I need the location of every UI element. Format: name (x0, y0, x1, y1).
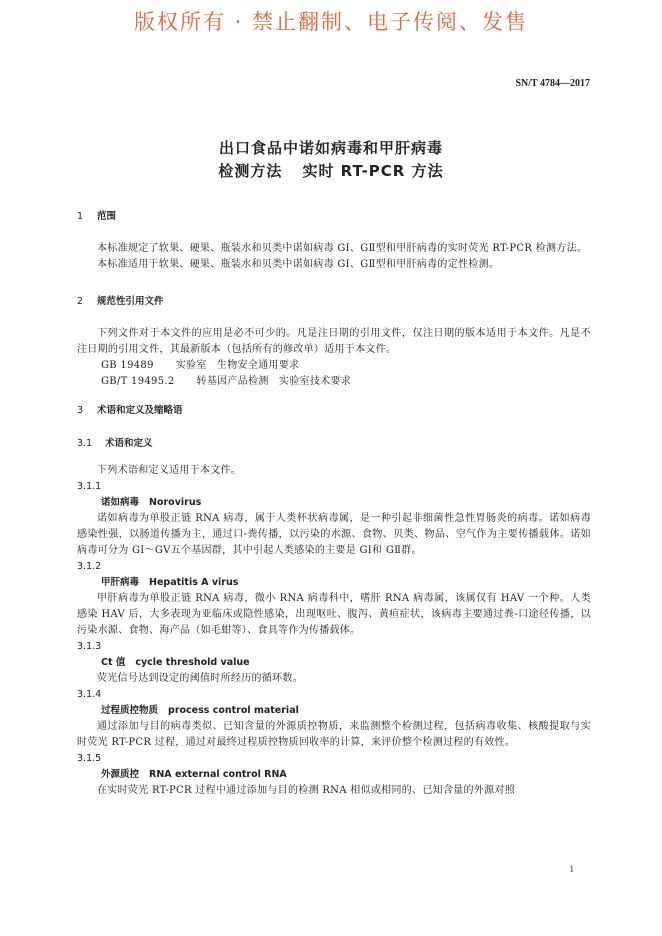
term-definition: 荧光信号达到设定的阈值时所经历的循环数。 (97, 673, 303, 684)
title-method-name: 实时 RT-PCR 方法 (302, 162, 444, 180)
term-definition: 诺如病毒为单股正链 RNA 病毒，属于人类杯状病毒属，是一种引起非细菌性急性胃肠炎的病毒。诺如病毒感染性强，以肠道传播为主，通过口-粪传播，以污染的水源、食物、贝类、物品、空气作为主要传播载体。诺如病毒可分为 GⅠ～GⅤ五个基因群，其中引起人类感染的主要是 GⅠ和 GⅡ群。 (77, 513, 591, 556)
document-body (77, 210, 591, 799)
section-1-heading (77, 210, 591, 224)
term-number: 3.1.4 (77, 689, 102, 700)
term-definition: 通过添加与目的病毒类似、已知含量的外源质控物质，来监测整个检测过程，包括病毒收集、核酸提取与实时荧光 RT-PCR 过程，通过对最终过程质控物质回收率的计算，来评价整个检测过程的有效性。 (77, 721, 591, 748)
page-number: 1 (569, 864, 574, 874)
subsection-number: 3.1 (77, 438, 93, 449)
reference-code: GB/T 19495.2 (101, 376, 175, 387)
term-heading (77, 703, 591, 719)
term-en: RNA external control RNA (149, 769, 287, 780)
term-number: 3.1.2 (77, 561, 102, 572)
section-title: 规范性引用文件 (97, 296, 164, 307)
section-2-paragraph: 下列文件对于本文件的应用是必不可少的。凡是注日期的引用文件，仅注日期的版本适用于本文件。凡是不注日期的引用文件，其最新版本（包括所有的修改单）适用于本文件。 (77, 328, 591, 355)
copyright-watermark: 版权所有 · 禁止翻制、电子传阅、发售 (133, 10, 529, 34)
term-zh: 过程质控物质 (101, 705, 159, 716)
document-title-line2 (0, 160, 662, 181)
section-number: 2 (77, 296, 84, 307)
reference-item (77, 358, 591, 374)
section-1-paragraph-1: 本标准规定了软果、硬果、瓶装水和贝类中诺如病毒 GⅠ、GⅡ型和甲肝病毒的实时荧光 RT-PCR 检测方法。 (97, 243, 588, 254)
term-heading (77, 495, 591, 511)
document-title-line1: 出口食品中诺如病毒和甲肝病毒 (218, 139, 443, 157)
term-definition: 在实时荧光 RT-PCR 过程中通过添加与目的检测 RNA 相似或相同的、已知含量的外源对照 (97, 785, 516, 796)
section-number: 3 (77, 405, 84, 416)
term-en: process control material (168, 705, 299, 716)
term-number: 3.1.3 (77, 641, 102, 652)
title-method-label: 检测方法 (218, 162, 283, 180)
term-definition: 甲肝病毒为单股正链 RNA 病毒，微小 RNA 病毒科中，嗜肝 RNA 病毒属，该属仅有 HAV 一个种。人类感染 HAV 后，大多表现为亚临床或隐性感染，出现呕吐、腹泻、黄疸症状，该病毒主要通过粪-口途径传播，以污染水源、食物、海产品（如毛蚶等）、食具等作为传播载体。 (77, 593, 591, 636)
subsection-3-1-heading (77, 437, 591, 451)
section-title: 术语和定义及缩略语 (97, 405, 183, 416)
subsection-title: 术语和定义 (105, 438, 153, 449)
term-zh: 诺如病毒 (101, 497, 140, 508)
reference-title: 转基因产品检测 实验室技术要求 (196, 376, 352, 387)
term-number: 3.1.1 (77, 481, 102, 492)
term-zh: 外源质控 (101, 769, 140, 780)
term-en: cycle threshold value (135, 657, 250, 668)
term-heading (77, 767, 591, 783)
section-number: 1 (77, 211, 84, 222)
subsection-3-1-intro: 下列术语和定义适用于本文件。 (97, 465, 242, 476)
term-zh: Ct 值 (101, 657, 126, 668)
section-2-heading (77, 295, 591, 309)
term-heading (77, 575, 591, 591)
term-en: Norovirus (149, 497, 202, 508)
term-heading (77, 655, 591, 671)
term-en: Hepatitis A virus (149, 577, 239, 588)
standard-number: SN/T 4784—2017 (515, 78, 590, 89)
term-zh: 甲肝病毒 (101, 577, 140, 588)
section-title: 范围 (97, 211, 117, 222)
reference-code: GB 19489 (101, 360, 154, 371)
reference-title: 实验室 生物安全通用要求 (175, 360, 300, 371)
section-3-heading (77, 404, 591, 418)
section-1-paragraph-2: 本标准适用于软果、硬果、瓶装水和贝类中诺如病毒 GⅠ、GⅡ型和甲肝病毒的定性检测。 (97, 259, 500, 270)
term-number: 3.1.5 (77, 753, 102, 764)
reference-item (77, 374, 591, 390)
